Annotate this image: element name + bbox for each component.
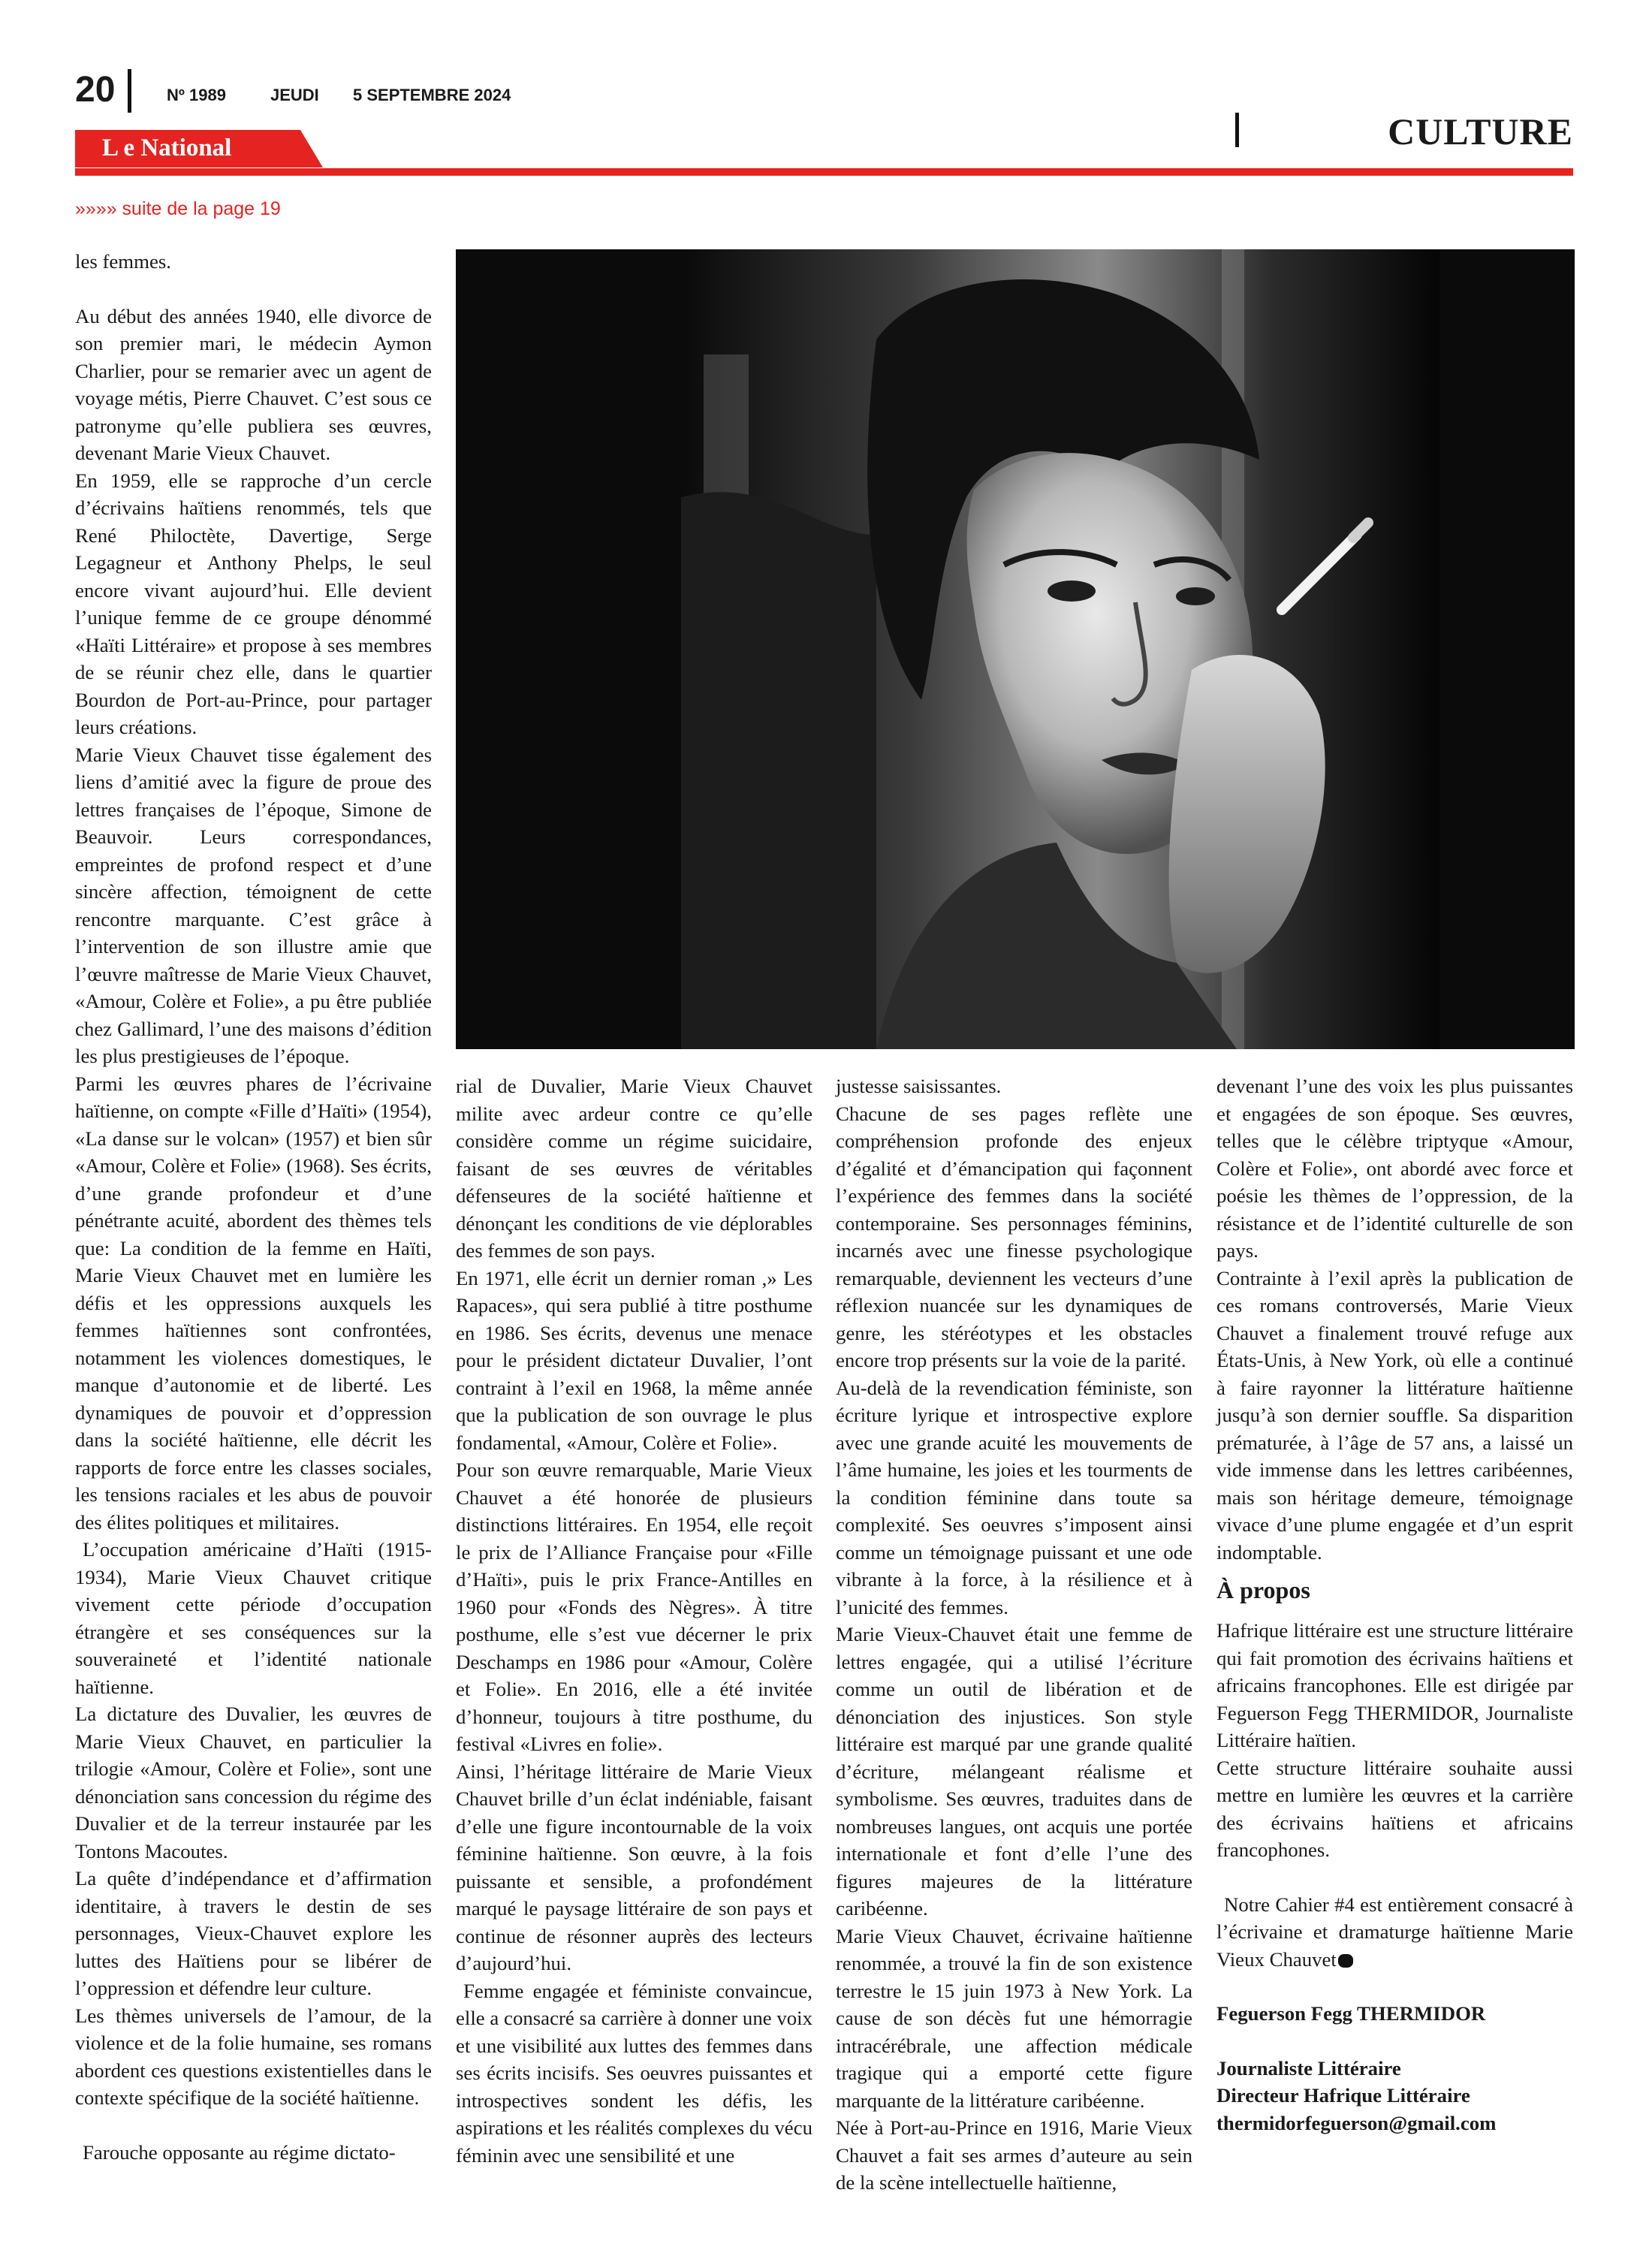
paragraph: rial de Duvalier, Marie Vieux Chauvet milite avec ardeur contre ce qu’elle considère comme un régime suicidaire, faisant de ses œuvres de véritables défenseures de la société haïtienne et dénonçant les conditions de vie déplorables des femmes de son pays. xyxy=(456,1075,812,1262)
paragraph: Marie Vieux-Chauvet était une femme de lettres engagée, qui a utilisé l’écriture comme un outil de libération et de dénonciation des injustices. Son style littéraire est marqué par une grande qualité d’écriture, mélangeant réalisme et symbolisme. Ses œuvres, traduites dans de nombreuses langues, ont acquis une portée internationale et font d’elle l’une des figures majeures de la littérature caribéenne. xyxy=(836,1623,1192,1920)
article-column-2 xyxy=(456,1072,812,2169)
article-column-4 xyxy=(1216,1072,1573,2137)
paragraph: En 1971, elle écrit un dernier roman ,» Les Rapaces», qui sera publié à titre posthume en 1986. Ses écrits, devenus une menace pour le président dictateur Duvalier, l’ont contraint à l’exil en 1968, la même année que la publication de son ouvrage le plus fondamental, «Amour, Colère et Folie». xyxy=(456,1266,812,1454)
paragraph: les femmes. xyxy=(75,250,171,273)
paragraph: Née à Port-au-Prince en 1916, Marie Vieux Chauvet a fait ses armes d’auteure au sein de la scène intellectuelle haïtienne, xyxy=(836,2116,1192,2194)
signature-role: Journaliste Littéraire xyxy=(1216,2056,1401,2080)
paragraph: Au début des années 1940, elle divorce de son premier mari, le médecin Aymon Charlier, pour se remarier avec un agent de voyage métis, Pierre Chauvet. C’est sous ce patronyme qu’elle publiera ses œuvres, devenant Marie Vieux Chauvet. xyxy=(75,304,432,464)
section-divider xyxy=(1235,113,1239,147)
paragraph: Farouche opposante au régime dictato- xyxy=(83,2140,396,2164)
paragraph: L’occupation américaine d’Haïti (1915-1934), Marie Vieux Chauvet critique vivement cette période d’occupation étrangère et ses conséquences sur la souveraineté et l’identité nationale haïtienne. xyxy=(75,1538,432,1698)
issue-weekday: JEUDI xyxy=(270,86,319,104)
section-title: CULTURE xyxy=(1388,110,1573,152)
portrait-illustration xyxy=(456,249,1575,1049)
paragraph: Marie Vieux Chauvet, écrivaine haïtienne renommée, a trouvé la fin de son existence terrestre le 15 juin 1973 à New York. La cause de son décès fut une hémorragie intracérébrale, une affection médicale tragique qui a emporté cette figure marquante de la littérature caribéenne. xyxy=(836,1924,1192,2112)
paragraph: Au-delà de la revendication féministe, son écriture lyrique et introspective explore avec une grande acuité les mouvements de l’âme humaine, les joies et les tourments de la condition féminine dans toute sa complexité. Ses oeuvres s’imposent ainsi comme un témoignage puissant et une ode vibrante à la force, à la résilience et à l’unicité des femmes. xyxy=(836,1376,1192,1618)
signature-email: thermidorfeguerson@gmail.com xyxy=(1216,2111,1497,2134)
issue-date: 5 SEPTEMBRE 2024 xyxy=(353,86,511,104)
cahier-note-text: Notre Cahier #4 est entièrement consacré à l’écrivaine et dramaturge haïtienne Marie Vieux Chauvet xyxy=(1216,1893,1573,1971)
continued-from-note: »»»» suite de la page 19 xyxy=(75,198,281,219)
article-column-1 xyxy=(75,248,432,2166)
paragraph: Contrainte à l’exil après la publication de ces romans controversés, Marie Vieux Chauvet a finalement trouvé refuge aux États-Unis, à New York, où elle a continué à faire rayonner la littérature haïtienne jusqu’à son dernier souffle. Sa disparition prématurée, à l’âge de 57 ans, a laissé un vide immense dans les lettres caribéennes, mais son héritage demeure, témoignage vivace d’une plume engagée et d’un esprit indomptable. xyxy=(1216,1266,1573,1564)
portrait-photo xyxy=(456,249,1575,1049)
paragraph: Parmi les œuvres phares de l’écrivaine haïtienne, on compte «Fille d’Haïti» (1954), «La danse sur le volcan» (1957) et bien sûr «Amour, Colère et Folie» (1968). Ses écrits, d’une grande profondeur et d’une pénétrante acuité, abordent des thèmes tels que: La condition de la femme en Haïti, Marie Vieux Chauvet met en lumière les défis et les oppressions auxquels les femmes haïtiennes sont confrontées, notamment les violences domestiques, le manque d’autonomie et de liberté. Les dynamiques de pouvoir et d’oppression dans la société haïtienne, elle décrit les rapports de force entre les classes sociales, les tensions raciales et les abus de pouvoir des élites politiques et militaires. xyxy=(75,1072,432,1534)
paragraph: Marie Vieux Chauvet tisse également des liens d’amitié avec la figure de proue des lettres françaises de l’époque, Simone de Beauvoir. Leurs correspondances, empreintes de profond respect et d’une sincère affection, témoignent de cette rencontre marquante. C’est grâce à l’intervention de son illustre amie que l’œuvre maîtresse de Marie Vieux Chauvet, «Amour, Colère et Folie», a pu être publiée chez Gallimard, l’une des maisons d’édition les plus prestigieuses de l’époque. xyxy=(75,743,432,1067)
header-rule xyxy=(75,168,1573,176)
issue-number: Nº 1989 xyxy=(167,86,226,104)
paragraph: devenant l’une des voix les plus puissantes et engagées de son époque. Ses œuvres, telles que le célèbre triptyque «Amour, Colère et Folie», ont abordé avec force et poésie les thèmes de l’oppression, de la résistance et de l’identité culturelle de son pays. xyxy=(1216,1075,1573,1262)
paragraph: justesse saisissantes. xyxy=(836,1075,1002,1097)
article-column-3 xyxy=(836,1072,1192,2197)
cahier-note xyxy=(1216,1891,1573,1974)
paragraph: Femme engagée et féministe convaincue, elle a consacré sa carrière à donner une voix et une visibilité aux luttes des femmes dans ses écrits incisifs. Ses oeuvres puissantes et introspectives sondent les défis, les aspirations et les réalités complexes du vécu féminin avec une sensibilité et une xyxy=(456,1979,812,2167)
paragraph: En 1959, elle se rapproche d’un cercle d’écrivains haïtiens renommés, tels que René Philoctète, Davertige, Serge Legagneur et Anthony Phelps, le seul encore vivant aujourd’hui. Elle devient l’unique femme de ce groupe dénommé «Haïti Littéraire» et propose à ses membres de se réunir chez elle, dans le quartier Bourdon de Port-au-Prince, pour partager leurs créations. xyxy=(75,469,432,738)
paragraph: La dictature des Duvalier, les œuvres de Marie Vieux Chauvet, en particulier la trilogie «Amour, Colère et Folie», sont une dénonciation sans concession du régime des Duvalier et de la terreur instaurée par les Tontons Macoutes. xyxy=(75,1703,432,1862)
paragraph: Ainsi, l’héritage littéraire de Marie Vieux Chauvet brille d’un éclat indéniable, faisant d’elle une figure incontournable de la voix féminine haïtienne. Son œuvre, à la fois puissante et sensible, a profondément marqué le paysage littéraire de son pays et continue de résonner auprès des lecteurs d’aujourd’hui. xyxy=(456,1760,812,1974)
paragraph: Pour son œuvre remarquable, Marie Vieux Chauvet a été honorée de plusieurs distinctions littéraires. En 1954, elle reçoit le prix de l’Alliance Française pour «Fille d’Haïti», puis le prix France-Antilles en 1960 pour «Fonds des Nègres». À titre posthume, elle s’est vue décerner le prix Deschamps en 1986 pour «Amour, Colère et Folie». En 2016, elle a été invitée d’honneur, toujours à titre posthume, du festival «Livres en folie». xyxy=(456,1458,812,1755)
brand-logo-text: L e National xyxy=(102,134,232,161)
brand-banner xyxy=(75,130,323,167)
paragraph: La quête d’indépendance et d’affirmation identitaire, à travers le destin de ses personnages, Vieux-Chauvet explore les luttes des Haïtiens pour se libérer de l’oppression et défendre leur culture. xyxy=(75,1867,432,1999)
apropos-paragraph: Cette structure littéraire souhaite aussi mettre en lumière les œuvres et la carrière des écrivains haïtiens et africains francophones. xyxy=(1216,1756,1573,1861)
end-mark-icon xyxy=(1338,1954,1353,1968)
page-number: 20 xyxy=(75,70,116,110)
paragraph: Chacune de ses pages reflète une compréhension profonde des enjeux d’égalité et d’émancipation qui façonnent l’expérience des femmes dans la société contemporaine. Ses personnages féminins, incarnés avec une finesse psychologique remarquable, deviennent les vecteurs d’une réflexion nuancée sur les dynamiques de genre, les stéréotypes et les obstacles encore trop présents sur la voie de la parité. xyxy=(836,1102,1192,1371)
paragraph: Les thèmes universels de l’amour, de la violence et de la folie humaine, ses romans abordent ces questions existentielles dans le contexte spécifique de la société haïtienne. xyxy=(75,2004,432,2109)
apropos-paragraph: Hafrique littéraire est une structure littéraire qui fait promotion des écrivains haïtiens et africains francophones. Elle est dirigée par Feguerson Fegg THERMIDOR, Journaliste Littéraire haïtien. xyxy=(1216,1619,1573,1751)
apropos-heading: À propos xyxy=(1216,1576,1310,1603)
header-divider xyxy=(128,69,131,113)
signature-title: Directeur Hafrique Littéraire xyxy=(1216,2084,1470,2107)
signature-author: Feguerson Fegg THERMIDOR xyxy=(1216,2002,1486,2025)
